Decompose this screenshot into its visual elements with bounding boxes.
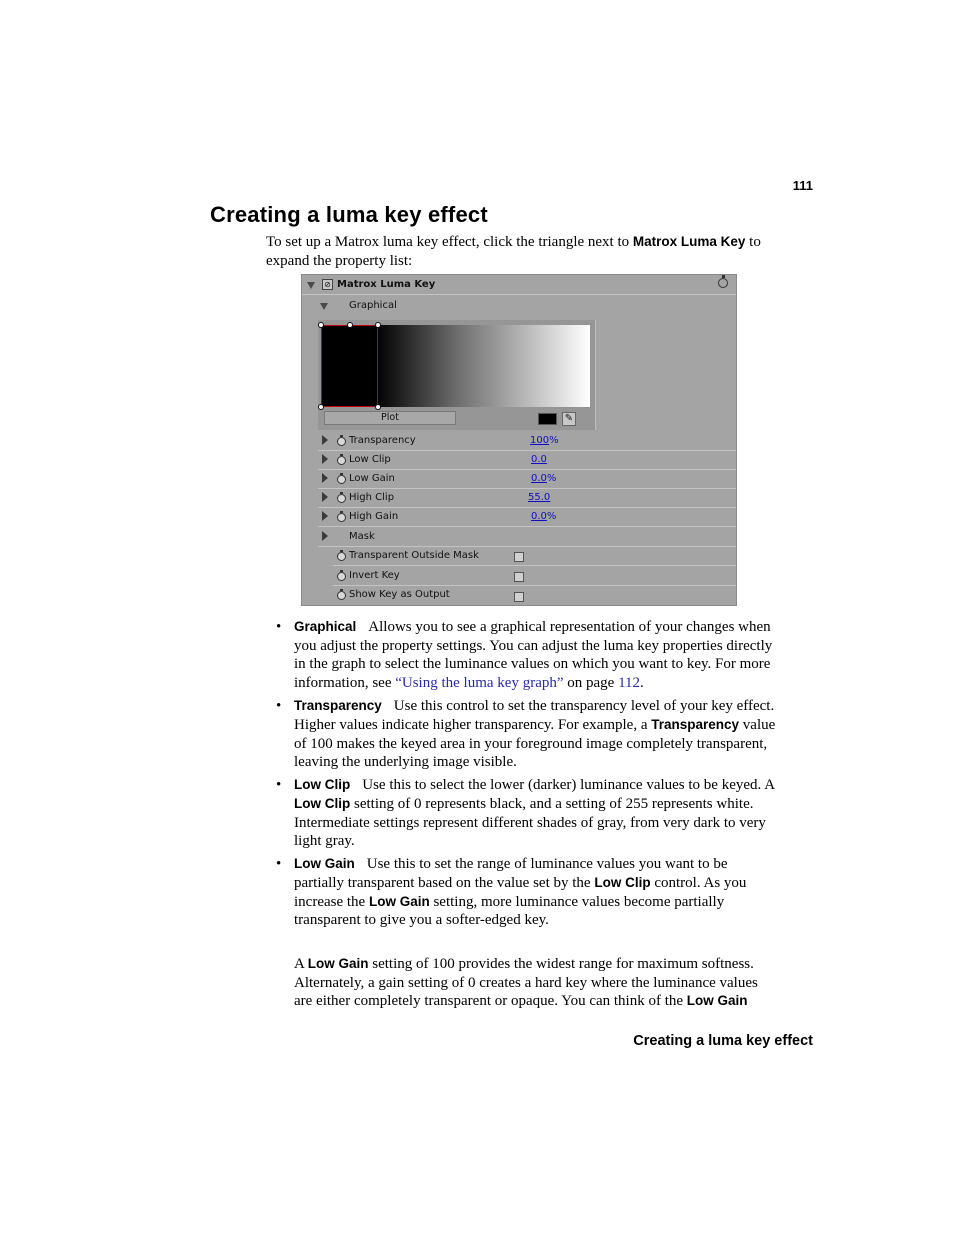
stopwatch-icon[interactable] bbox=[337, 437, 346, 446]
property-value[interactable]: 55.0 bbox=[528, 492, 551, 503]
high-gain-handle[interactable] bbox=[318, 322, 324, 328]
expand-arrow-icon[interactable] bbox=[322, 435, 328, 445]
graphical-triangle-icon[interactable] bbox=[320, 303, 328, 310]
graphical-label: Graphical bbox=[349, 300, 397, 311]
section-heading: Creating a luma key effect bbox=[210, 202, 488, 227]
inline-bold-term: Low Gain bbox=[368, 893, 430, 909]
inline-bold-term: Low Gain bbox=[686, 993, 748, 1009]
description-text: setting of 100 provides the widest range for maximum softness. Alternately, a gain setting of 0 creates a hard key where the luminance values are either completely transparent or opaque. You can think of the bbox=[294, 956, 758, 1010]
mask-label: Mask bbox=[349, 531, 375, 542]
list-item-graphical bbox=[276, 618, 776, 693]
description-text: control. As you increase the bbox=[294, 875, 747, 910]
effect-controls-panel bbox=[301, 274, 737, 606]
description-text: setting of 0 represents black, and a setting of 255 represents white. Intermediate settings represent different shades of gray, from very dark to very light gray. bbox=[294, 795, 766, 850]
effect-name-label: Matrox Luma Key bbox=[337, 279, 436, 290]
expand-arrow-icon[interactable] bbox=[322, 531, 328, 541]
property-descriptions-list bbox=[276, 618, 776, 934]
property-row-low-gain[interactable] bbox=[318, 469, 736, 489]
high-clip-handle[interactable] bbox=[347, 322, 353, 328]
list-item-low-gain bbox=[276, 855, 776, 930]
stopwatch-icon[interactable] bbox=[337, 494, 346, 503]
key-color-swatch[interactable] bbox=[538, 413, 557, 425]
list-item-transparency bbox=[276, 697, 776, 772]
expand-arrow-icon[interactable] bbox=[322, 492, 328, 502]
description-text: value of 100 makes the keyed area in your foreground image completely transparent, leaving the underlying image visible. bbox=[294, 716, 776, 771]
description-text: Use this control to set the transparency level of your key effect. Higher values indicate higher transparency. For example, a bbox=[294, 698, 775, 733]
graphical-row[interactable] bbox=[302, 296, 736, 315]
term-transparency: Transparency bbox=[294, 698, 382, 714]
description-text: Use this to set the range of luminance values you want to be partially transparent based on the value set by the bbox=[294, 856, 728, 892]
stopwatch-icon[interactable] bbox=[337, 475, 346, 484]
property-row-transparency[interactable] bbox=[318, 431, 736, 451]
stopwatch-icon[interactable] bbox=[337, 456, 346, 465]
transparent-outside-mask-checkbox[interactable] bbox=[514, 552, 524, 562]
link-using-luma-key-graph[interactable]: “Using the luma key graph” bbox=[395, 675, 564, 692]
intro-text-end: to expand the property list: bbox=[266, 234, 761, 269]
low-gain-top-handle[interactable] bbox=[375, 322, 381, 328]
description-text: . bbox=[640, 675, 644, 692]
checkbox-row-transparent-outside-mask[interactable] bbox=[333, 546, 736, 566]
inline-bold-term: Low Gain bbox=[307, 956, 369, 971]
stopwatch-icon[interactable] bbox=[337, 552, 346, 561]
property-row-mask[interactable] bbox=[318, 527, 736, 547]
term-low-gain: Low Gain bbox=[294, 856, 355, 872]
description-text: setting, more luminance values become partially transparent to give you a softer-edged key. bbox=[294, 893, 725, 929]
property-row-low-clip[interactable] bbox=[318, 450, 736, 470]
term-graphical: Graphical bbox=[294, 619, 357, 634]
inline-bold-term: Low Clip bbox=[294, 795, 351, 811]
low-gain-handle[interactable] bbox=[375, 404, 381, 410]
luma-key-graph[interactable] bbox=[318, 320, 596, 430]
page-number: 111 bbox=[792, 178, 813, 193]
link-page-112[interactable]: 112 bbox=[618, 675, 641, 692]
checkbox-label: Invert Key bbox=[349, 570, 400, 581]
key-range-highlight bbox=[321, 325, 378, 407]
property-label: High Gain bbox=[349, 511, 399, 522]
inline-bold-term: Low Clip bbox=[594, 875, 651, 891]
description-text: on page bbox=[563, 675, 619, 692]
property-row-high-gain[interactable] bbox=[318, 507, 736, 527]
low-gain-continuation-paragraph bbox=[294, 955, 776, 1011]
property-label: Transparency bbox=[349, 435, 416, 446]
description-text: A bbox=[294, 956, 308, 972]
description-text: Use this to select the lower (darker) luminance values to be keyed. A bbox=[362, 777, 775, 794]
reset-icon[interactable] bbox=[718, 278, 728, 288]
property-label: Low Clip bbox=[349, 454, 391, 465]
checkbox-label: Show Key as Output bbox=[349, 589, 450, 600]
expand-arrow-icon[interactable] bbox=[322, 473, 328, 483]
property-value[interactable]: 0.0 bbox=[531, 454, 547, 465]
low-clip-handle[interactable] bbox=[318, 404, 324, 410]
expand-arrow-icon[interactable] bbox=[322, 454, 328, 464]
effect-header-row[interactable] bbox=[302, 275, 736, 295]
intro-text: To set up a Matrox luma key effect, click the triangle next to bbox=[266, 234, 633, 250]
invert-key-checkbox[interactable] bbox=[514, 572, 524, 582]
plot-button[interactable]: Plot bbox=[324, 411, 456, 425]
property-row-high-clip[interactable] bbox=[318, 488, 736, 508]
list-item-low-clip bbox=[276, 776, 776, 851]
term-low-clip: Low Clip bbox=[294, 777, 351, 793]
eyedropper-icon[interactable]: ✎ bbox=[562, 412, 576, 426]
property-label: High Clip bbox=[349, 492, 395, 503]
intro-paragraph bbox=[266, 233, 776, 270]
property-value[interactable]: 0.0% bbox=[531, 511, 557, 522]
running-footer: Creating a luma key effect bbox=[633, 1033, 813, 1049]
checkbox-label: Transparent Outside Mask bbox=[349, 550, 479, 561]
property-value[interactable]: 100% bbox=[530, 435, 559, 446]
checkbox-row-show-key-as-output[interactable] bbox=[333, 585, 736, 604]
inline-bold-term: Transparency bbox=[651, 716, 740, 732]
expand-arrow-icon[interactable] bbox=[322, 511, 328, 521]
stopwatch-icon[interactable] bbox=[337, 591, 346, 600]
description-text: Allows you to see a graphical representation of your changes when you adjust the property settings. You can adjust the luma key properties directly in the graph to select the luminance values on which you want to key. For more information, see bbox=[294, 619, 773, 692]
checkbox-row-invert-key[interactable] bbox=[333, 566, 736, 586]
fx-toggle-icon[interactable]: ⊘ bbox=[322, 279, 333, 290]
property-label: Low Gain bbox=[349, 473, 395, 484]
stopwatch-icon[interactable] bbox=[337, 572, 346, 581]
show-key-as-output-checkbox[interactable] bbox=[514, 592, 524, 602]
expand-triangle-icon[interactable] bbox=[307, 282, 315, 289]
intro-bold-effect-name: Matrox Luma Key bbox=[632, 234, 746, 249]
property-value[interactable]: 0.0% bbox=[531, 473, 557, 484]
stopwatch-icon[interactable] bbox=[337, 513, 346, 522]
